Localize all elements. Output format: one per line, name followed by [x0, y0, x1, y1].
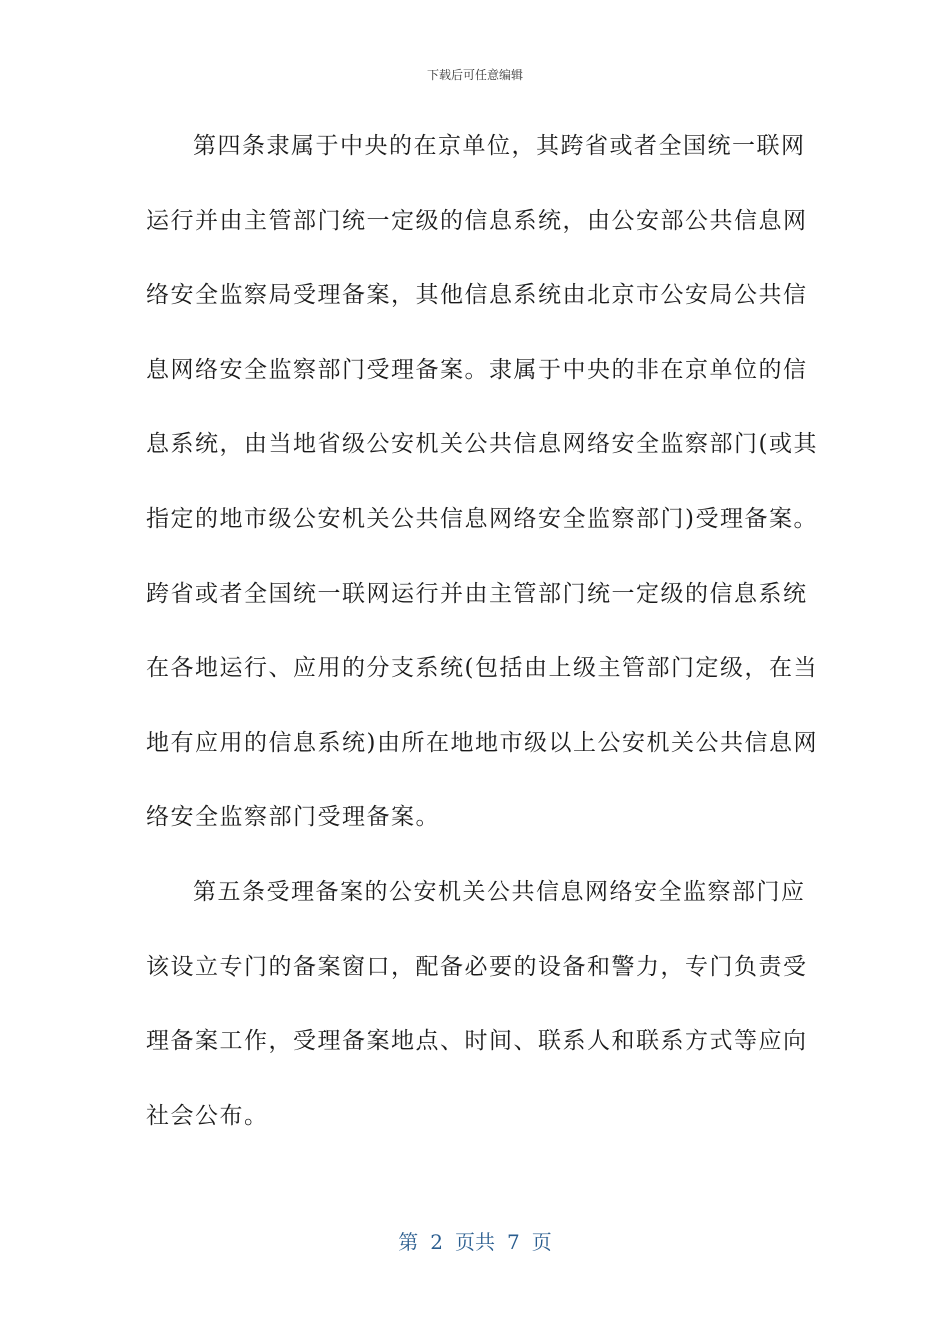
paragraph-line: 该设立专门的备案窗口，配备必要的设备和警力，专门负责受 [146, 953, 808, 980]
paragraph-line: 指定的地市级公安机关公共信息网络安全监察部门)受理备案。 [146, 505, 818, 532]
body-text [146, 130, 818, 1174]
paragraph-line: 运行并由主管部门统一定级的信息系统，由公安部公共信息网 [146, 207, 808, 234]
paragraph-line: 在各地运行、应用的分支系统(包括由上级主管部门定级，在当 [146, 655, 818, 682]
paragraph-line: 理备案工作，受理备案地点、时间、联系人和联系方式等应向 [146, 1028, 808, 1055]
paragraph-line: 社会公布。 [146, 1102, 269, 1129]
footer-middle: 页共 [455, 1230, 495, 1254]
footer-prefix: 第 [398, 1230, 419, 1254]
paragraph-line: 第四条隶属于中央的在京单位，其跨省或者全国统一联网 [193, 133, 806, 159]
page-footer [0, 1226, 950, 1255]
paragraph-line: 第五条受理备案的公安机关公共信息网络安全监察部门应 [193, 878, 806, 905]
footer-total-pages: 7 [507, 1230, 520, 1254]
paragraph-line: 络安全监察部门受理备案。 [146, 804, 440, 831]
footer-current-page: 2 [430, 1230, 443, 1254]
paragraph-line: 息网络安全监察部门受理备案。隶属于中央的非在京单位的信 [146, 356, 808, 383]
paragraph-line: 息系统，由当地省级公安机关公共信息网络安全监察部门(或其 [146, 431, 818, 458]
footer-suffix: 页 [531, 1230, 552, 1254]
paragraph-line: 跨省或者全国统一联网运行并由主管部门统一定级的信息系统 [146, 580, 808, 607]
paragraph-line: 络安全监察局受理备案，其他信息系统由北京市公安局公共信 [146, 282, 808, 309]
header-note: 下载后可任意编辑 [426, 68, 523, 82]
paragraph-line: 地有应用的信息系统)由所在地地市级以上公安机关公共信息网 [146, 729, 818, 756]
